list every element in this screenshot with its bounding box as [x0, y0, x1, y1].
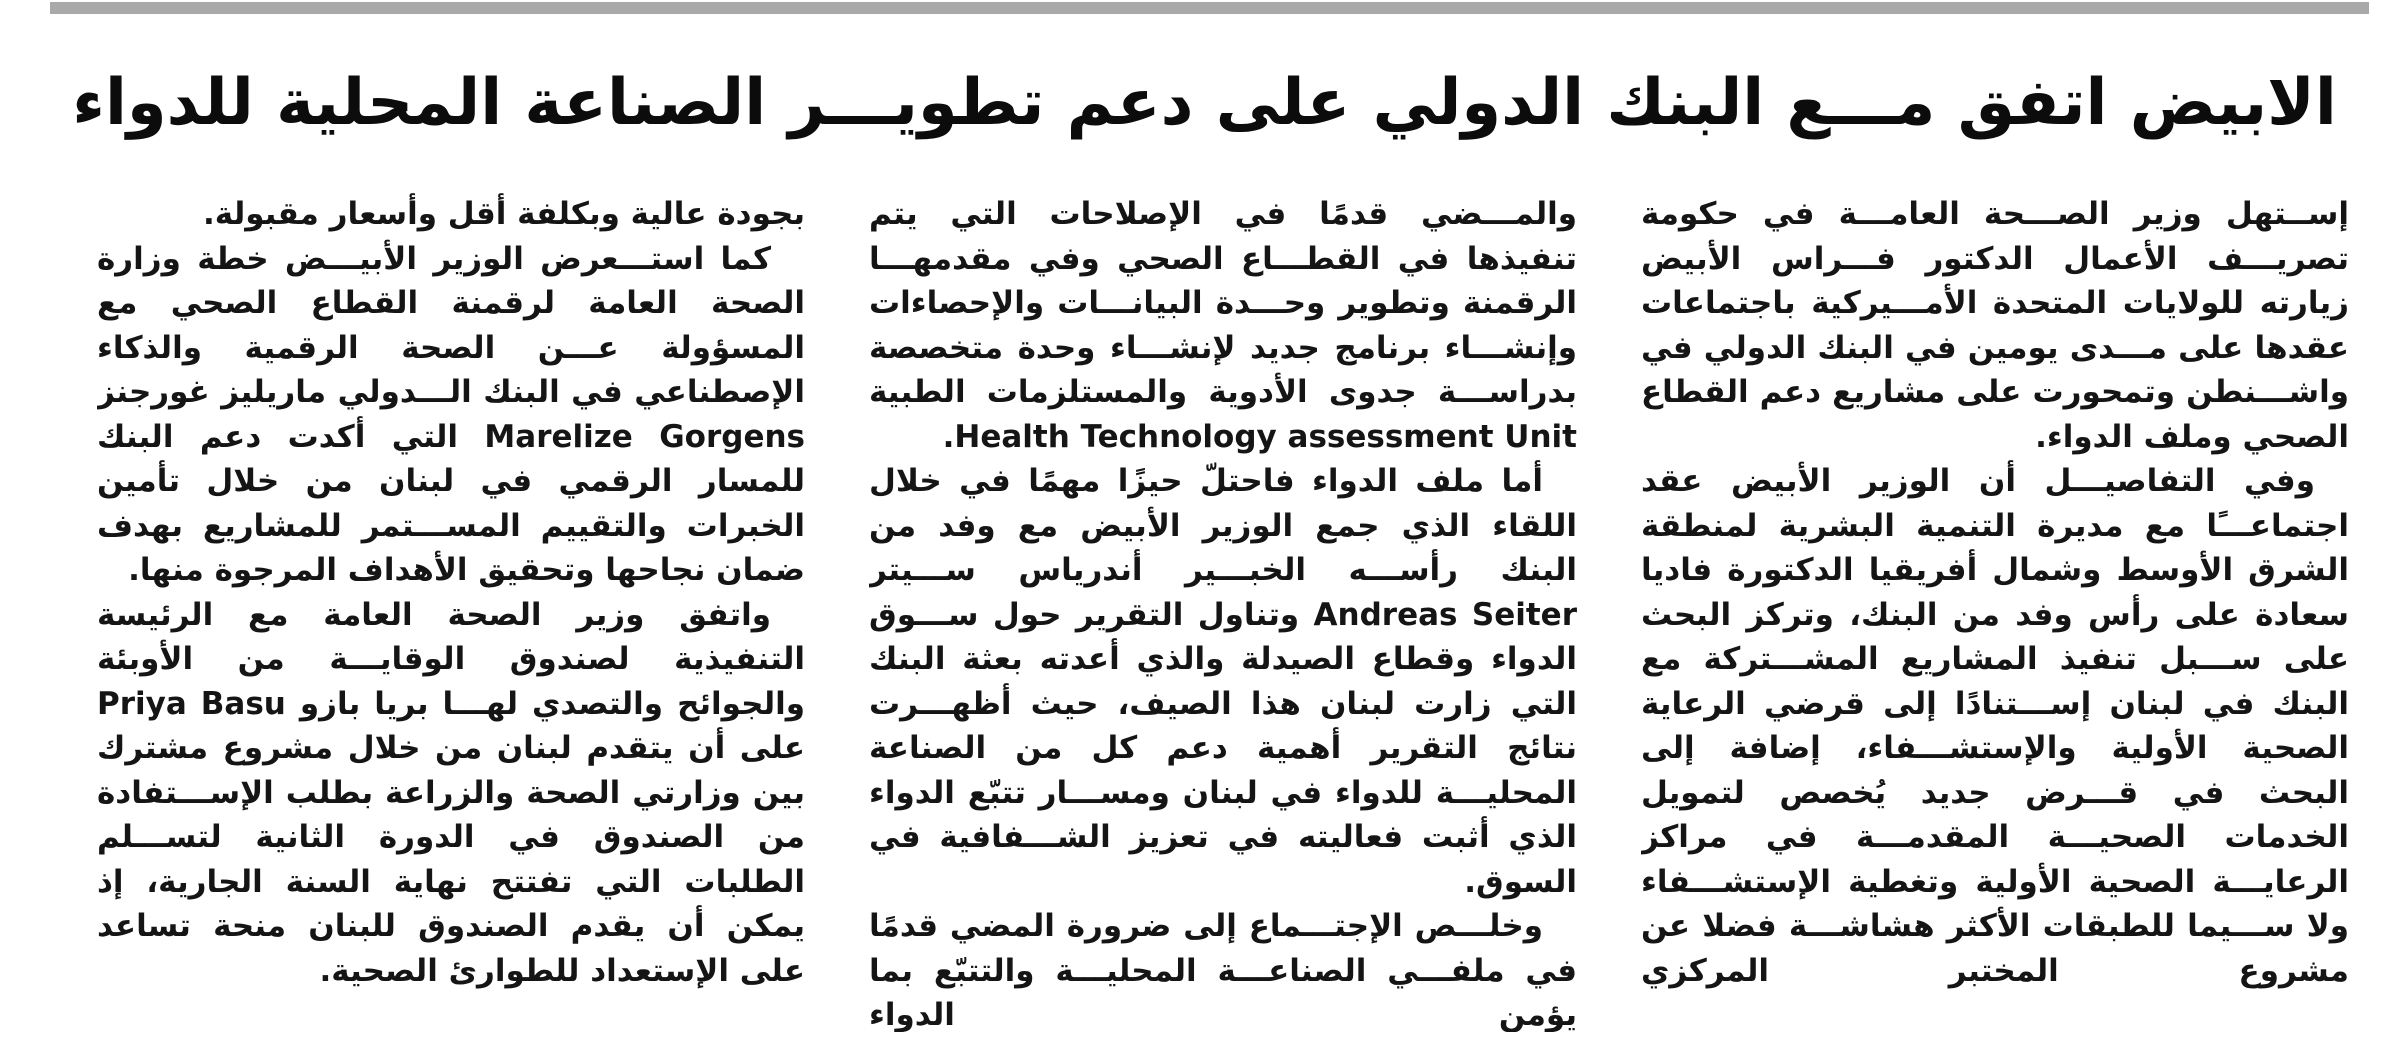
paragraph: واتفق وزير الصحة العامة مع الرئيسة التنفيذية لصندوق الوقايـــة من الأوبئة والجوائح والتصدي لهـــا بريا بازو Priya Basu على أن يتقدم لبنان من خلال مشروع مشترك بين وزارتي الصحة والزراعة بطلب الإســـتفادة من الصندوق في الدورة الثانية لتســـلم الطلبات التي تفتتح نهاية السنة الجارية، إذ يمكن أن يقدم الصندوق للبنان منحة تساعد على الإستعداد للطوارئ الصحية.	[97, 596, 805, 989]
paragraph: وفي التفاصيـــل أن الوزير الأبيض عقد اجتماعـــًا مع مديرة التنمية البشرية لمنطقة الشرق الأوسط وشمال أفريقيا الدكتورة فاديا سعادة على رأس وفد من البنك، وتركز البحث على ســـبل تنفيذ المشاريع المشـــتركة مع البنك في لبنان إســـتنادًا إلى قرضي الرعاية الصحية الأولية والإستشـــفاء، إضافة إلى البحث في قـــرض جديد يُخصص لتمويل الخدمات الصحيـــة المقدمـــة في مراكز الرعايـــة الصحية الأولية وتغطية الإستشـــفاء ولا ســـيما للطبقات الأكثر هشاشـــة فضلا عن مشروع المختبر المركزي	[1641, 463, 2349, 989]
paragraph: إســتهل وزير الصـــحة العامـــة في حكومة تصريـــف الأعمال الدكتور فـــراس الأبيض زيارته للولايات المتحدة الأمـــيركية باجتماعات عقدها على مـــدى يومين في البنك الدولي في واشـــنطن وتمحورت على مشاريع دعم القطاع الصحي وملف الدواء.	[1641, 196, 2349, 455]
paragraph: بجودة عالية وبكلفة أقل وأسعار مقبولة.	[203, 196, 805, 232]
column-3	[97, 192, 805, 1032]
top-rule	[50, 2, 2369, 14]
paragraph: أما ملف الدواء فاحتلّ حيزًا مهمًا في خلال اللقاء الذي جمع الوزير الأبيض مع وفد من البنك رأســـه الخبـــير أندرياس ســـيتر Andreas Seiter وتناول التقرير حول ســـوق الدواء وقطاع الصيدلة والذي أعدته بعثة البنك التي زارت لبنان هذا الصيف، حيث أظهـــرت نتائج التقرير أهمية دعم كل من الصناعة المحليـــة للدواء في لبنان ومســـار تتبّع الدواء الذي أثبت فعاليته في تعزيز الشـــفافية في السوق.	[869, 463, 1577, 900]
column-1	[1641, 192, 2349, 1032]
paragraph: كما استـــعرض الوزير الأبيـــض خطة وزارة الصحة العامة لرقمنة القطاع الصحي مع المسؤولة عـــن الصحة الرقمية والذكاء الإصطناعي في البنك الـــدولي ماريليز غورجنز Marelize Gorgens التي أكدت دعم البنك للمسار الرقمي في لبنان من خلال تأمين الخبرات والتقييم المســـتمر للمشاريع بهدف ضمان نجاحها وتحقيق الأهداف المرجوة منها.	[97, 240, 805, 588]
paragraph: وخلـــص الإجتـــماع إلى ضرورة المضي قدمًا في ملفـــي الصناعـــة المحليـــة والتتبّع بما يؤمن الدواء	[869, 908, 1577, 1032]
headline: الابيض اتفق مـــع البنك الدولي على دعم تطويـــر الصناعة المحلية للدواء	[72, 66, 2337, 140]
article-body	[60, 192, 2349, 1032]
paragraph: والمـــضي قدمًا في الإصلاحات التي يتم تنفيذها في القطـــاع الصحي وفي مقدمهـــا الرقمنة وتطوير وحـــدة البيانـــات والإحصاءات وإنشـــاء برنامج جديد لإنشـــاء وحدة متخصصة بدراســـة جدوى الأدوية والمستلزمات الطبية Health Technology assessment Unit.	[869, 196, 1577, 455]
column-2	[869, 192, 1577, 1032]
